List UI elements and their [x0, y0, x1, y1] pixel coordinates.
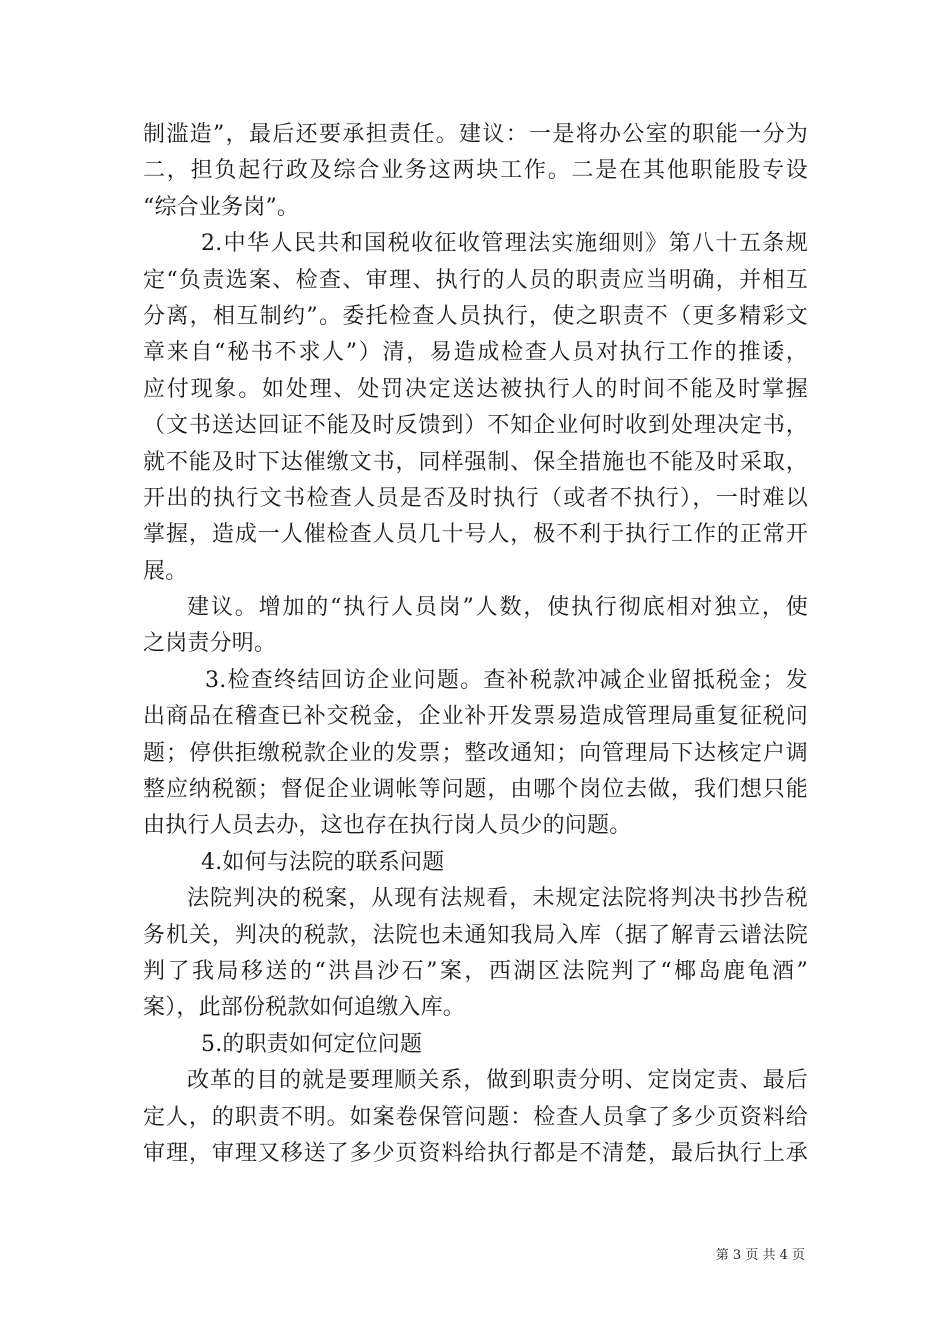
text-line: 应付现象。如处理、处罚决定送达被执行人的时间不能及时掌握 — [143, 376, 808, 402]
text-line: 出商品在稽查已补交税金，企业补开发票易造成管理局重复征税问 — [143, 704, 808, 730]
text-line: 务机关，判决的税款，法院也未通知我局入库（据了解青云谱法院 — [143, 922, 808, 948]
text-line: 建议。增加的“执行人员岗”人数，使执行彻底相对独立，使 — [187, 595, 808, 621]
text-line: 就不能及时下达催缴文书，同样强制、保全措施也不能及时采取， — [143, 449, 808, 475]
section-heading-4: 4.如何与法院的联系问题 — [201, 849, 445, 875]
text-line: 案），此部份税款如何追缴入库。 — [143, 995, 466, 1021]
text-line: （文书送达回证不能及时反馈到）不知企业何时收到处理决定书， — [143, 413, 808, 439]
text-line: 整应纳税额；督促企业调帐等问题，由哪个岗位去做，我们想只能 — [143, 777, 808, 803]
text-line: 由执行人员去办，这也存在执行岗人员少的问题。 — [143, 813, 632, 839]
text-line: 判了我局移送的“洪昌沙石”案，西湖区法院判了“椰岛鹿龟酒” — [143, 958, 808, 984]
text-line: 开出的执行文书检查人员是否及时执行（或者不执行），一时难以 — [143, 485, 808, 511]
text-line: 二，担负起行政及综合业务这两块工作。二是在其他职能股专设 — [143, 158, 808, 184]
text-line: 改革的目的就是要理顺关系，做到职责分明、定岗定责、最后 — [187, 1068, 808, 1094]
text-line: 掌握，造成一人催检查人员几十号人，极不利于执行工作的正常开 — [143, 522, 808, 548]
text-line: 审理，审理又移送了多少页资料给执行都是不清楚，最后执行上承 — [143, 1140, 808, 1166]
text-line: 展。 — [143, 558, 188, 584]
text-line: 定人，的职责不明。如案卷保管问题：检查人员拿了多少页资料给 — [143, 1104, 808, 1130]
section-heading-3: 3.检查终结回访企业问题。查补税款冲减企业留抵税金；发 — [205, 667, 808, 693]
page-number-footer: 第 3 页 共 4 页 — [715, 1248, 805, 1263]
text-line: 制滥造”，最后还要承担责任。建议：一是将办公室的职能一分为 — [143, 122, 808, 147]
text-line: 定“负责选案、检查、审理、执行的人员的职责应当明确，并相互 — [143, 267, 808, 293]
section-heading-2: 2.中华人民共和国税收征收管理法实施细则》第八十五条规 — [201, 231, 808, 257]
section-heading-5: 5.的职责如何定位问题 — [201, 1031, 423, 1057]
text-line: “综合业务岗”。 — [143, 194, 300, 220]
text-line: 法院判决的税案，从现有法规看，未规定法院将判决书抄告税 — [187, 886, 808, 912]
text-line: 之岗责分明。 — [143, 631, 277, 657]
text-line: 分离，相互制约”。委托检查人员执行，使之职责不（更多精彩文 — [143, 303, 808, 329]
document-body — [143, 117, 808, 1172]
text-line: 章来自“秘书不求人”）清，易造成检查人员对执行工作的推诿， — [143, 340, 808, 366]
text-line: 题；停供拒缴税款企业的发票；整改通知；向管理局下达核定户调 — [143, 740, 808, 766]
